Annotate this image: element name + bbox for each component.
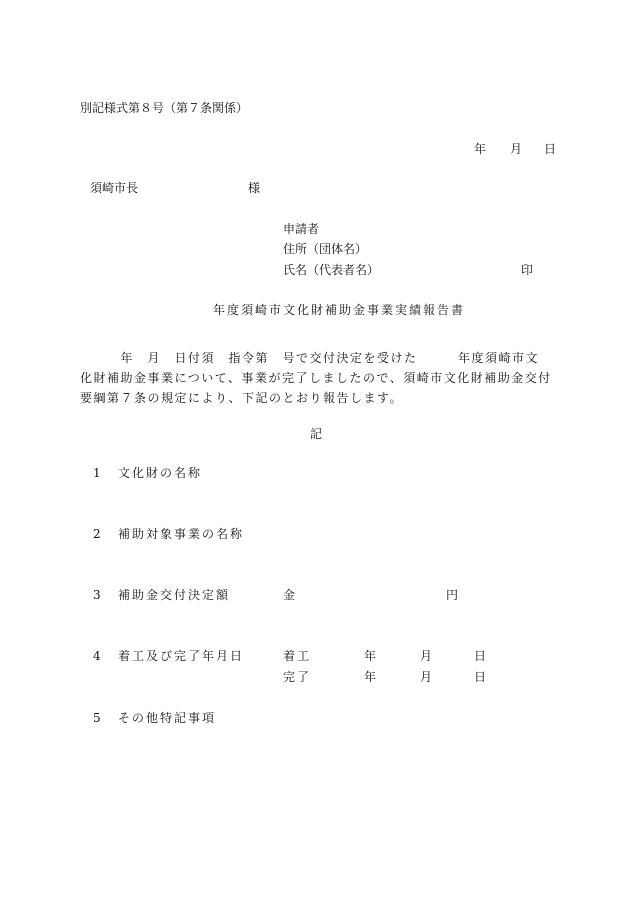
start-month: 月	[420, 649, 433, 663]
recipient-name: 須崎市長	[90, 181, 139, 195]
start-label: 着工	[283, 649, 312, 663]
ki-heading: 記	[310, 427, 323, 441]
body-line: 化財補助金事業について、事業が完了しましたので、須崎市文化財補助金交付	[80, 371, 552, 385]
complete-label: 完了	[283, 670, 312, 684]
start-day: 日	[474, 649, 487, 663]
item-label: 文化財の名称	[118, 466, 203, 480]
complete-year: 年	[364, 670, 377, 684]
complete-month: 月	[420, 670, 433, 684]
item-number: 4	[93, 649, 101, 663]
item-number: 5	[93, 711, 101, 725]
body-line: 年 月 日付須 指令第 号で交付決定を受けた 年度須崎市文	[80, 351, 540, 365]
applicant-name: 氏名（代表者名）	[283, 263, 380, 277]
document-title: 年度須崎市文化財補助金事業実績報告書	[213, 303, 466, 317]
amount-prefix: 金	[283, 588, 296, 602]
item-label: 補助対象事業の名称	[118, 527, 245, 541]
item-label: 着工及び完了年月日	[118, 649, 245, 663]
complete-day: 日	[474, 670, 487, 684]
date-year: 年	[474, 142, 487, 156]
item-label: 補助金交付決定額	[118, 588, 231, 602]
item-label: その他特記事項	[118, 711, 217, 725]
date-day: 日	[544, 142, 557, 156]
form-header: 別記様式第８号（第７条関係）	[80, 101, 249, 115]
amount-suffix: 円	[446, 588, 459, 602]
item-number: 2	[93, 527, 101, 541]
applicant-label: 申請者	[283, 222, 320, 236]
seal-mark: 印	[521, 263, 534, 277]
body-paragraph	[80, 348, 560, 408]
applicant-address: 住所（団体名）	[283, 242, 368, 256]
recipient-honorific: 様	[248, 181, 261, 195]
start-year: 年	[364, 649, 377, 663]
item-number: 1	[93, 466, 101, 480]
item-number: 3	[93, 588, 101, 602]
date-month: 月	[510, 142, 523, 156]
body-line: 要綱第７条の規定により、下記のとおり報告します。	[80, 391, 404, 405]
